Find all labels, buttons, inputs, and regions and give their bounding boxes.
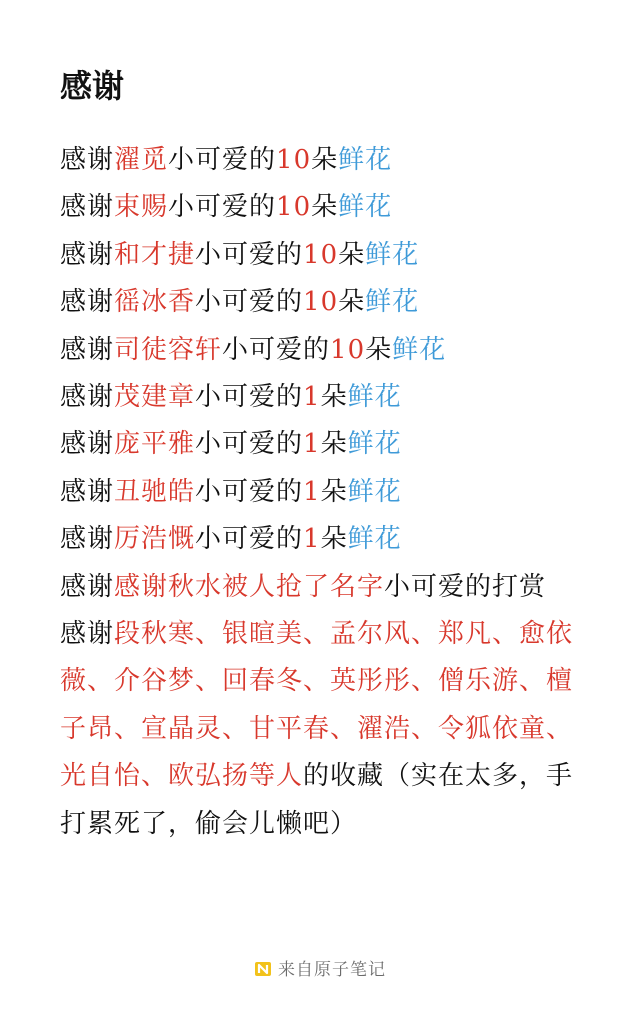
thanks-line — [60, 516, 590, 563]
flower-unit: 朵 — [320, 524, 348, 555]
thanks-line — [60, 232, 590, 279]
flower-unit: 朵 — [365, 334, 393, 365]
footer-text: 来自原子笔记 — [278, 960, 386, 980]
thanks-list — [60, 137, 590, 848]
thanks-prefix: 感谢 — [60, 334, 115, 365]
flower-count: 10 — [276, 145, 312, 175]
thanks-line — [60, 184, 590, 231]
thanks-line — [60, 327, 590, 374]
thanks-prefix: 感谢 — [60, 145, 115, 175]
favorites-names: 段秋寒、银暄美、孟尔风、郑凡、愈依薇、介谷梦、回春冬、英彤彤、僧乐游、檀子昂、宣晶灵、甘平春、濯浩、令狐依童、光自怡、欧弘扬等人 — [60, 619, 574, 792]
favorites-suffix: 的收藏（实在太多，手打累死了，偷会儿懒吧） — [60, 761, 574, 839]
thanks-prefix: 感谢 — [60, 476, 115, 507]
flower-count: 1 — [303, 382, 321, 413]
footer — [0, 958, 640, 982]
flower-unit: 朵 — [338, 239, 366, 270]
flower-count: 1 — [303, 476, 321, 507]
thanks-mid: 小可爱的 — [222, 334, 331, 365]
supporter-name: 濯觅 — [114, 145, 169, 175]
flower-label: 鲜花 — [365, 287, 420, 318]
flower-count: 1 — [303, 429, 321, 460]
flower-count: 1 — [303, 524, 321, 555]
thanks-mid: 小可爱的 — [195, 382, 304, 413]
thanks-prefix: 感谢 — [60, 192, 115, 223]
thanks-line — [60, 374, 590, 421]
flower-unit: 朵 — [320, 382, 348, 413]
thanks-prefix: 感谢 — [60, 429, 115, 460]
supporter-name: 庞平雅 — [114, 429, 196, 460]
thanks-prefix: 感谢 — [60, 619, 115, 650]
thanks-line — [60, 421, 590, 468]
thanks-prefix: 感谢 — [60, 239, 115, 270]
supporter-name: 感谢秋水被人抢了名字 — [114, 571, 385, 602]
supporter-name: 和才捷 — [114, 239, 196, 270]
supporter-name: 司徒容轩 — [114, 334, 223, 365]
flower-label: 鲜花 — [365, 239, 420, 270]
thanks-prefix: 感谢 — [60, 524, 115, 555]
thanks-prefix: 感谢 — [60, 287, 115, 318]
thanks-mid: 小可爱的 — [195, 239, 304, 270]
flower-unit: 朵 — [338, 287, 366, 318]
thanks-line — [60, 469, 590, 516]
flower-count: 10 — [330, 334, 366, 365]
flower-count: 10 — [276, 192, 312, 223]
supporter-name: 束赐 — [114, 192, 169, 223]
flower-label: 鲜花 — [392, 334, 447, 365]
flower-unit: 朵 — [320, 476, 348, 507]
thanks-mid: 小可爱的 — [195, 287, 304, 318]
supporter-name: 丑驰皓 — [114, 476, 196, 507]
supporter-name: 徭冰香 — [114, 287, 196, 318]
thanks-mid: 小可爱的 — [195, 476, 304, 507]
flower-label: 鲜花 — [338, 192, 393, 223]
favorites-paragraph — [60, 611, 590, 848]
thanks-prefix: 感谢 — [60, 571, 115, 602]
flower-label: 鲜花 — [347, 382, 402, 413]
reward-line — [60, 564, 590, 611]
flower-unit: 朵 — [320, 429, 348, 460]
reward-suffix: 小可爱的打赏 — [384, 571, 547, 602]
flower-unit: 朵 — [311, 145, 339, 175]
thanks-mid: 小可爱的 — [195, 429, 304, 460]
thanks-prefix: 感谢 — [60, 382, 115, 413]
thanks-mid: 小可爱的 — [168, 145, 277, 175]
atom-notes-logo-icon — [254, 960, 272, 978]
flower-label: 鲜花 — [347, 524, 402, 555]
supporter-name: 茂建章 — [114, 382, 196, 413]
flower-label: 鲜花 — [347, 476, 402, 507]
thanks-mid: 小可爱的 — [168, 192, 277, 223]
flower-label: 鲜花 — [347, 429, 402, 460]
supporter-name: 厉浩慨 — [114, 524, 196, 555]
thanks-line — [60, 279, 590, 326]
thanks-mid: 小可爱的 — [195, 524, 304, 555]
page-title: 感谢 — [60, 67, 125, 105]
thanks-line — [60, 137, 590, 184]
flower-unit: 朵 — [311, 192, 339, 223]
flower-count: 10 — [303, 287, 339, 318]
flower-count: 10 — [303, 239, 339, 270]
flower-label: 鲜花 — [338, 145, 393, 175]
